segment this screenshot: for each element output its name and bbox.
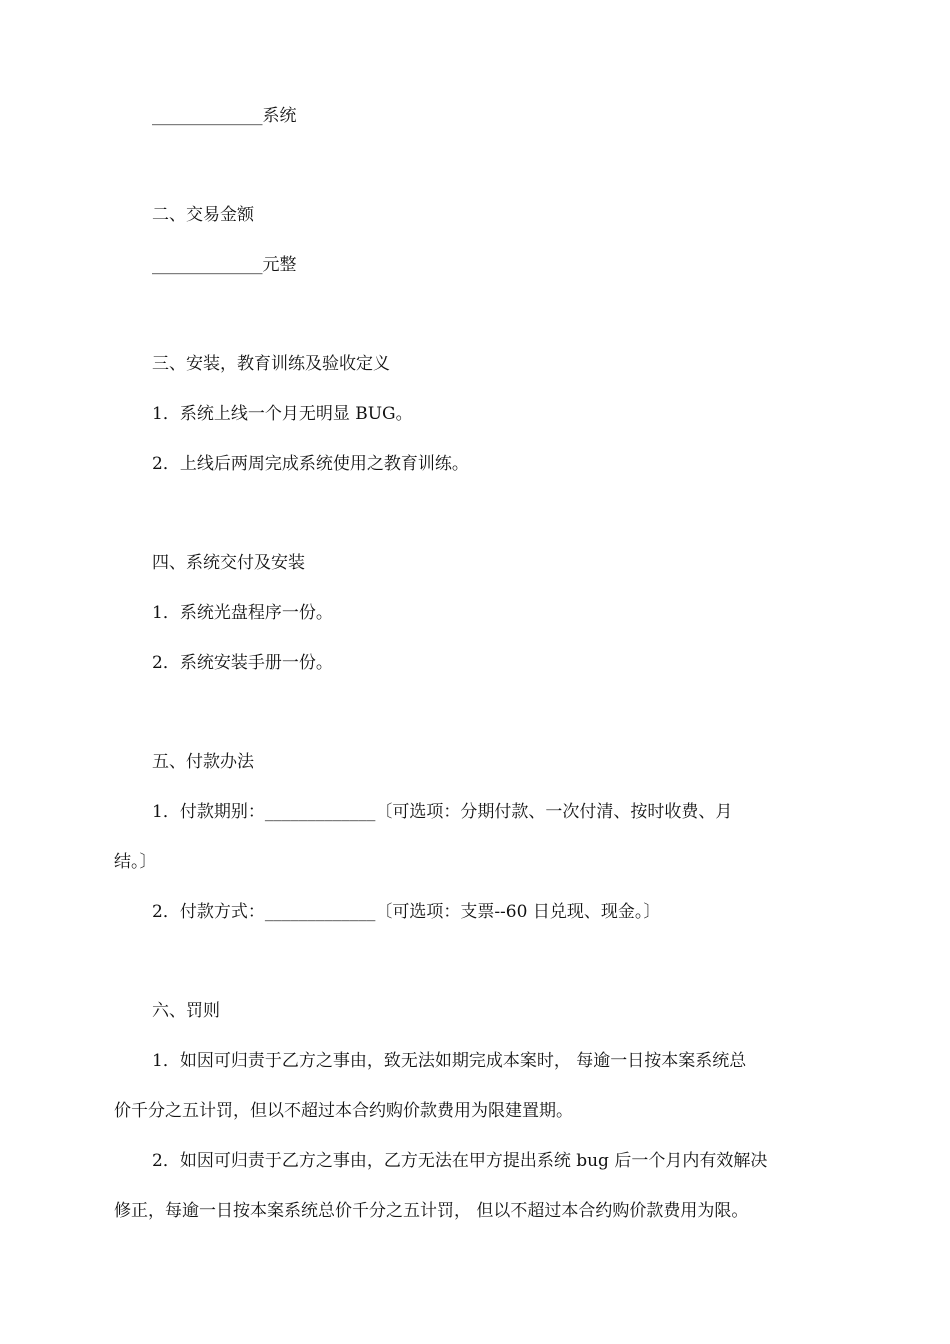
delivery-item-1: 1．系统光盘程序一份。 [152, 603, 333, 623]
system-name-line: _____________系统 [152, 106, 297, 126]
amount-line: _____________元整 [152, 255, 297, 275]
payment-item-1-line-1: 1．付款期别：_____________〔可选项：分期付款、一次付清、按时收费、月 [152, 802, 733, 822]
payment-item-2: 2．付款方式：_____________〔可选项：支票--60 日兑现、现金。〕 [152, 902, 661, 922]
payment-item-1-line-2: 结。〕 [114, 852, 157, 872]
penalty-item-2-line-1: 2．如因可归责于乙方之事由，乙方无法在甲方提出系统 bug 后一个月内有效解决 [152, 1151, 768, 1171]
section-heading-payment: 五、付款办法 [152, 752, 254, 772]
penalty-item-1-line-2: 价千分之五计罚，但以不超过本合约购价款费用为限建置期。 [114, 1101, 573, 1121]
section-heading-delivery: 四、系统交付及安装 [152, 553, 305, 573]
penalty-item-1-line-1: 1．如因可归责于乙方之事由，致无法如期完成本案时， 每逾一日按本案系统总 [152, 1051, 747, 1071]
section-heading-penalty: 六、罚则 [152, 1001, 220, 1021]
delivery-item-2: 2．系统安装手册一份。 [152, 653, 333, 673]
install-item-1: 1．系统上线一个月无明显 BUG。 [152, 404, 413, 424]
section-heading-amount: 二、交易金额 [152, 205, 254, 225]
section-heading-install: 三、安装，教育训练及验收定义 [152, 354, 390, 374]
penalty-item-2-line-2: 修正，每逾一日按本案系统总价千分之五计罚， 但以不超过本合约购价款费用为限。 [114, 1201, 749, 1221]
install-item-2: 2．上线后两周完成系统使用之教育训练。 [152, 454, 469, 474]
